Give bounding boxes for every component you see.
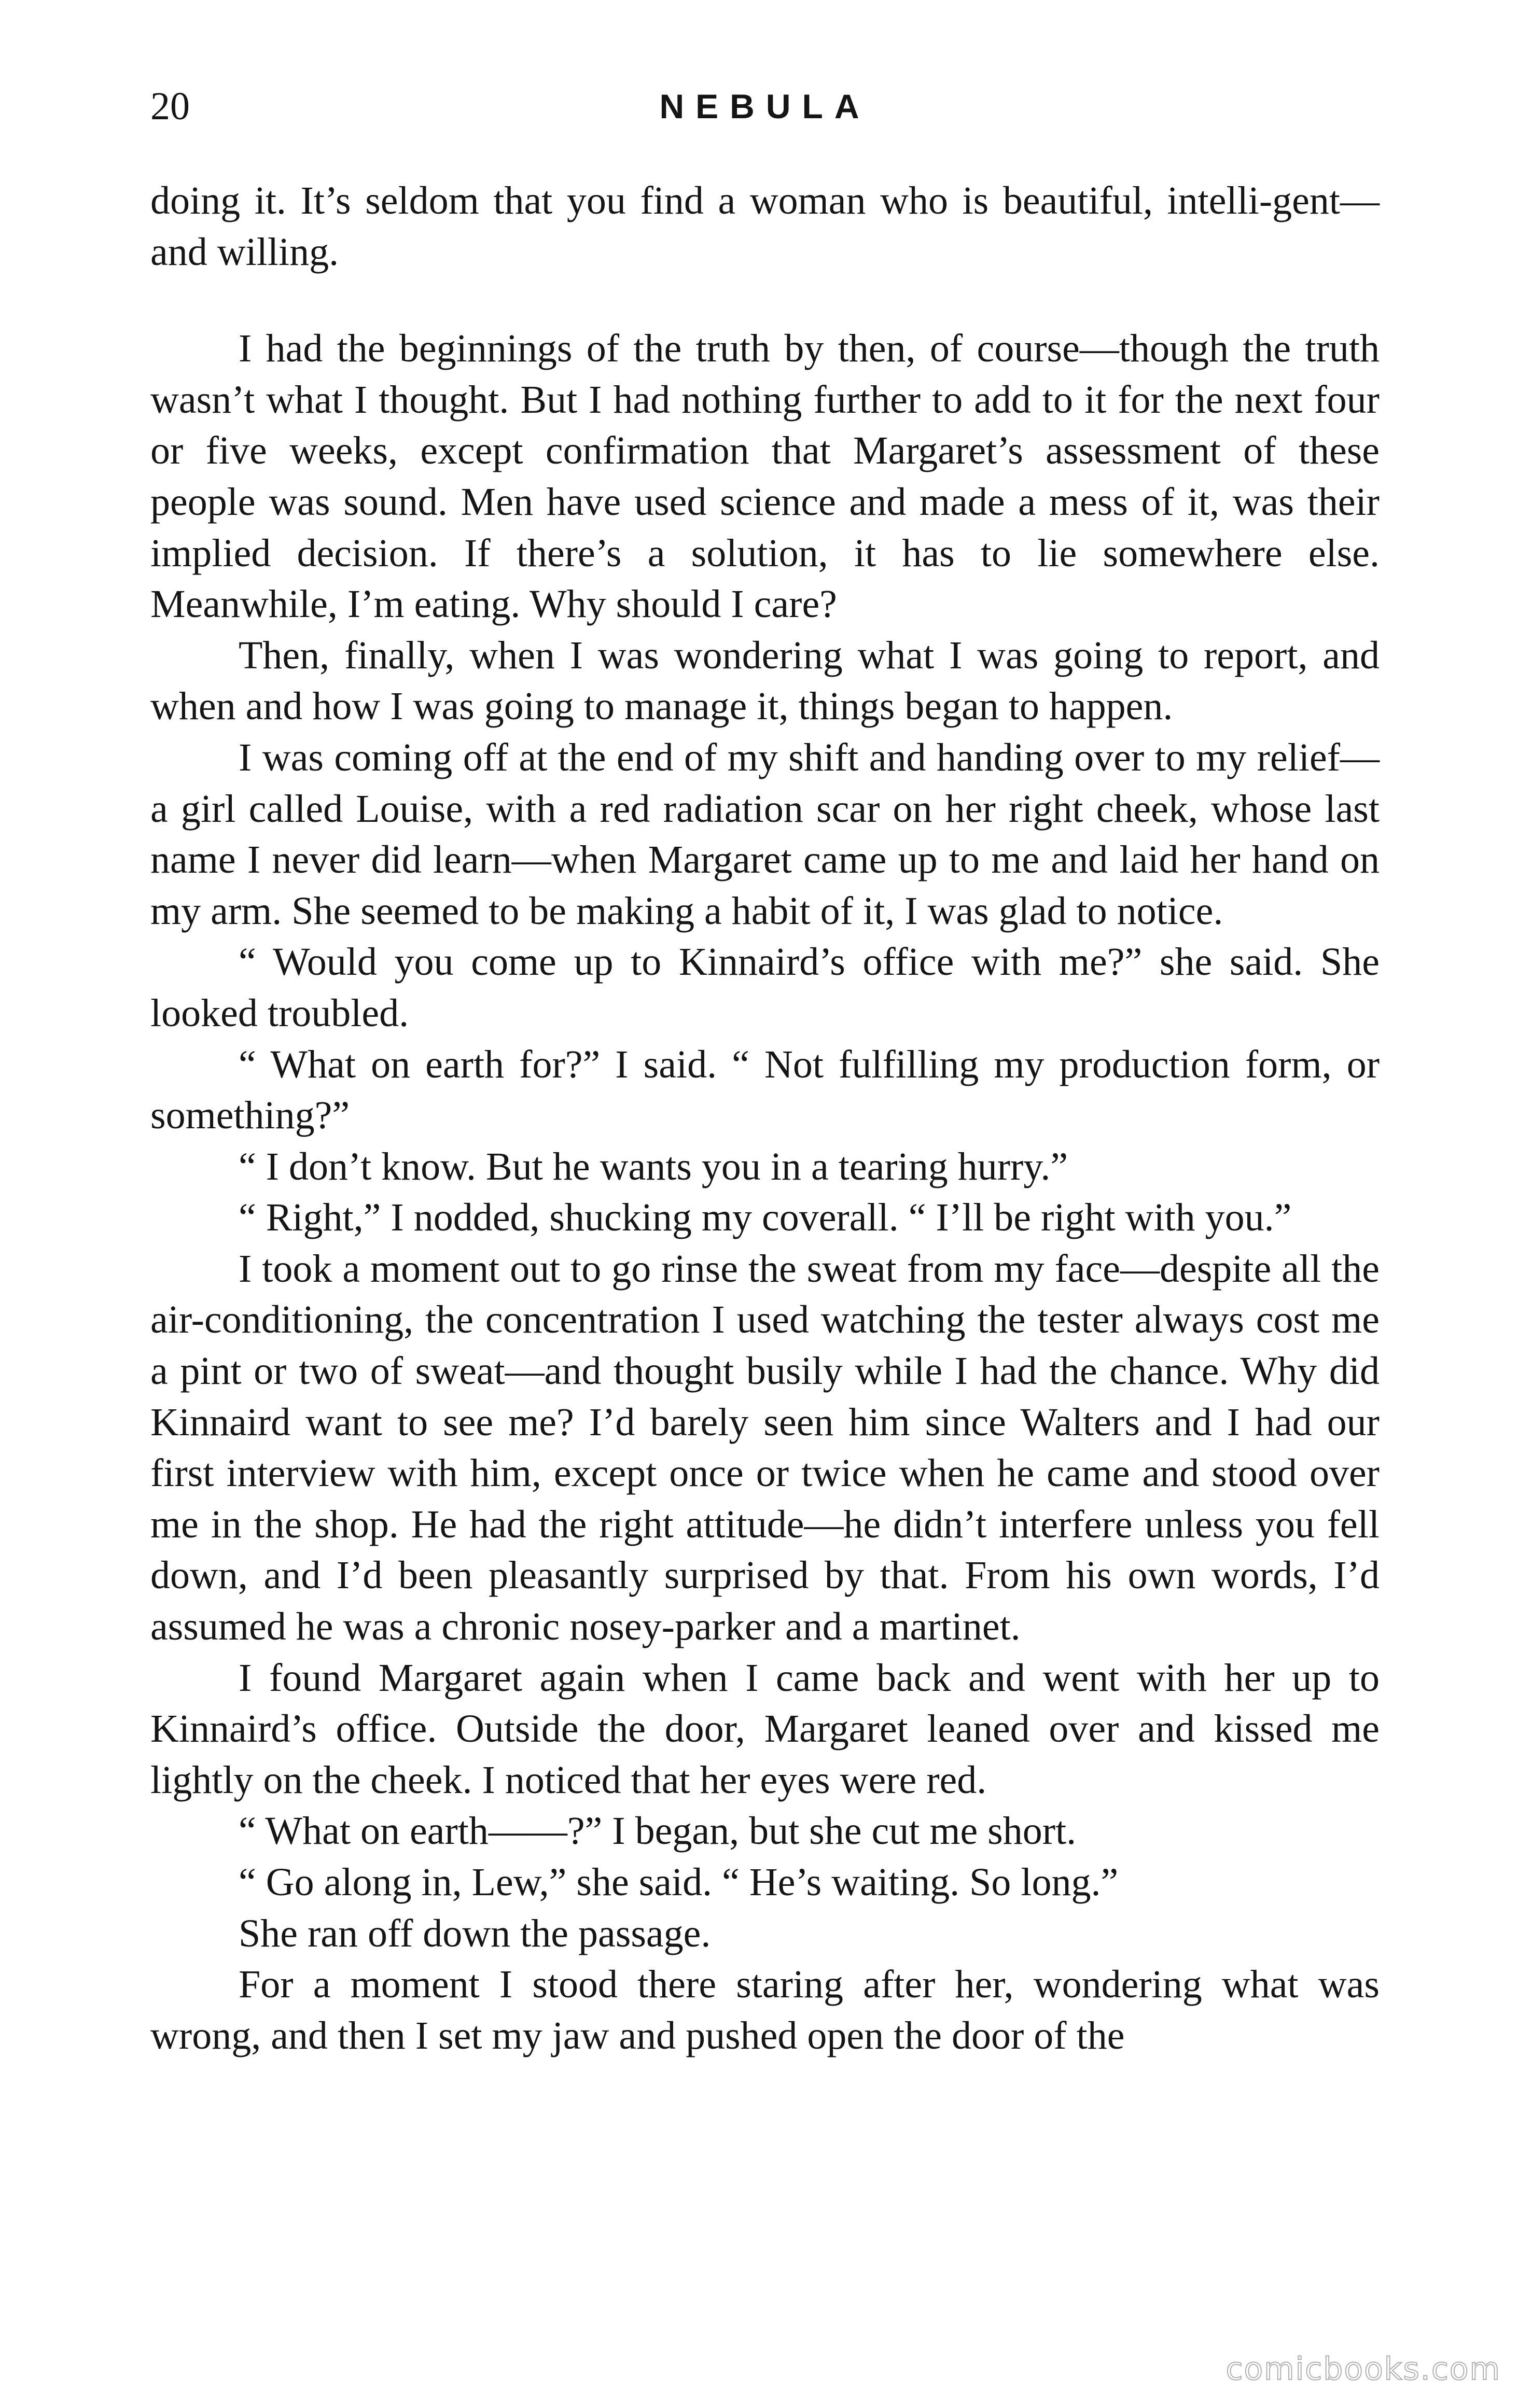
page-number: 20 [150,85,190,128]
paragraph: Then, finally, when I was wondering what I was going to report, and when and how I was going to manage it, things began to happen. [150,633,1380,729]
paragraph: I found Margaret again when I came back and went with her up to Kinnaird’s office. Outside the door, Margaret leaned over and kissed me lightly on the cheek. I noticed that her eyes were red. [150,1656,1380,1802]
dialogue-paragraph: “ Right,” I nodded, shucking my coverall. “ I’ll be right with you.” [239,1196,1292,1240]
paragraph: I was coming off at the end of my shift and handing over to my relief—a girl called Louise, with a red radiation scar on her right cheek, whose last name I never did learn—when Margaret came up to me and laid her hand on my arm. She seemed to be making a habit of it, I was glad to notice. [150,735,1380,933]
paragraph: I took a moment out to go rinse the sweat from my face—despite all the air-conditioning, the concentration I used watching the tester always cost me a pint or two of sweat—and thought busily while I had the chance. Why did Kinnaird want to see me? I’d barely seen him since Walters and I had our first interview with him, except once or twice when he came and stood over me in the shop. He had the right attitude—he didn’t interfere unless you fell down, and I’d been pleasantly surprised by that. From his own words, I’d assumed he was a chronic nosey-parker and a martinet. [150,1247,1380,1649]
dialogue-paragraph: “ Would you come up to Kinnaird’s office with me?” she said. She looked troubled. [150,940,1380,1035]
dialogue-paragraph: “ Go along in, Lew,” she said. “ He’s waiting. So long.” [239,1860,1119,1904]
paragraph-section-start: I had the beginnings of the truth by then, of course—though the truth wasn’t what I thought. But I had nothing further to add to it for the next four or five weeks, except confirmation that Margaret’s assessment of these people was sound. Men have used science and made a mess of it, was their implied decision. If there’s a solution, it has to lie somewhere else. Meanwhile, I’m eating. Why should I care? [150,327,1380,626]
watermark: comicbooks.com [1225,2351,1501,2387]
running-title: NEBULA [659,87,871,125]
paragraph: For a moment I stood there staring after her, wondering what was wrong, and then I set my jaw and pushed open the door of the [150,1963,1380,2057]
running-header [150,80,1380,137]
paragraph-continued: doing it. It’s seldom that you find a woman who is beautiful, intelli-gent—and willing. [150,179,1380,274]
dialogue-paragraph: “ What on earth——?” I began, but she cut me short. [239,1809,1077,1853]
paragraph: She ran off down the passage. [239,1911,711,1955]
body-text [150,175,1380,2061]
dialogue-paragraph: “ What on earth for?” I said. “ Not fulfilling my production form, or something?” [150,1042,1380,1138]
dialogue-paragraph: “ I don’t know. But he wants you in a tearing hurry.” [239,1144,1068,1188]
